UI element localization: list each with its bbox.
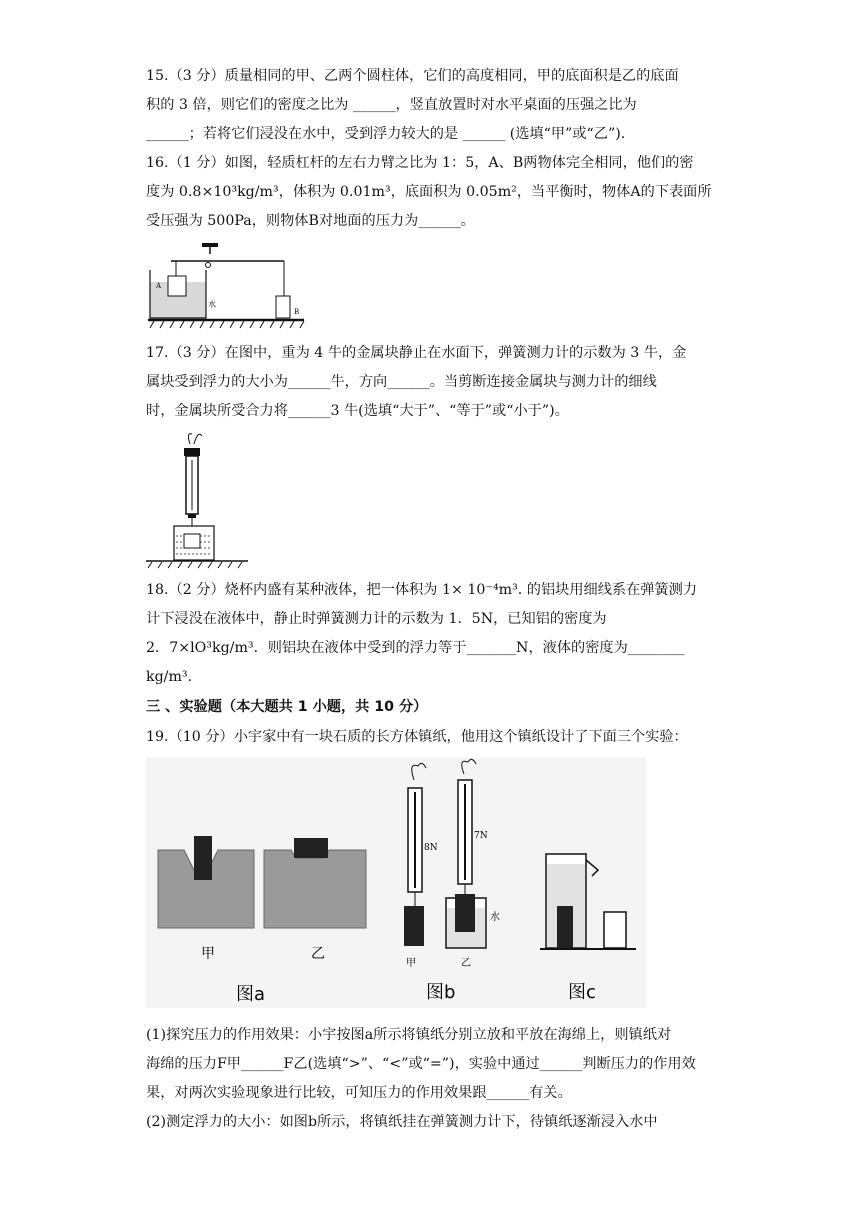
q16-line-3: 受压强为 500Pa，则物体B对地面的压力为______。 xyxy=(146,213,475,229)
q15-line-2: 积的 3 倍，则它们的密度之比为 ______，竖直放置时对水平桌面的压强之比为 xyxy=(146,97,637,113)
caption-fig-b: 图b xyxy=(426,982,456,1003)
q19-part1-line-2: 海绵的压力F甲______F乙(选填“>”、“<”或“=”)，实验中通过______判断压力的作用效 xyxy=(146,1056,696,1072)
label-a: A xyxy=(156,282,162,290)
label-b: B xyxy=(294,308,300,316)
fig-b-7n: 7N xyxy=(474,831,488,841)
caption-fig-c: 图c xyxy=(568,982,596,1003)
fig-b-water: 水 xyxy=(490,912,500,923)
section-3-title: 三 、实验题（本大题共 1 小题，共 10 分） xyxy=(146,699,428,715)
q18-line-1: 18.（2 分）烧杯内盛有某种液体，把一体积为 1× 10⁻⁴m³. 的铝块用细线系在弹簧测力 xyxy=(146,582,698,598)
q17-line-2: 属块受到浮力的大小为______牛，方向______。当剪断连接金属块与测力计的细线 xyxy=(146,374,657,390)
q17-line-1: 17.（3 分）在图中，重为 4 牛的金属块静止在水面下，弹簧测力计的示数为 3 牛，金 xyxy=(146,345,687,361)
q16-line-1: 16.（1 分）如图，轻质杠杆的左右力臂之比为 1：5，A、B两物体完全相同，他们的密 xyxy=(146,155,694,171)
q19-part2-line-1: (2)测定浮力的大小：如图b所示，将镇纸挂在弹簧测力计下，待镇纸逐渐浸入水中 xyxy=(146,1114,658,1130)
q16-line-2: 度为 0.8×10³kg/m³，体积为 0.01m³，底面积为 0.05m²，当平衡时，物体A的下表面所 xyxy=(146,184,712,200)
q19-part1-line-3: 果，对两次实验现象进行比较，可知压力的作用效果跟______有关。 xyxy=(146,1085,572,1101)
q18-line-4: kg/m³. xyxy=(146,669,193,685)
experiment-figures xyxy=(146,758,646,1008)
q17-line-3: 时，金属块所受合力将______3 牛(选填“大于”、“等于”或“小于”)。 xyxy=(146,403,569,419)
fig-b-jia: 甲 xyxy=(406,958,416,969)
q18-line-2: 计下浸没在液体中，静止时弹簧测力计的示数为 1．5N，已知铝的密度为 xyxy=(146,611,607,627)
fig-a-jia: 甲 xyxy=(201,946,215,962)
fig-a-yi: 乙 xyxy=(311,946,325,962)
q15-line-1: 15.（3 分）质量相同的甲、乙两个圆柱体，它们的高度相同，甲的底面积是乙的底面 xyxy=(146,68,679,84)
fig-b-yi: 乙 xyxy=(461,958,471,969)
q18-line-3: 2．7×lO³kg/m³．则铝块在液体中受到的浮力等于_______N，液体的密度为________ xyxy=(146,640,685,656)
q19-part1-line-1: (1)探究压力的作用效果：小宇按图a所示将镇纸分别立放和平放在海绵上，则镇纸对 xyxy=(146,1027,672,1043)
label-water: 水 xyxy=(208,300,216,309)
q15-line-3: ______；若将它们浸没在水中，受到浮力较大的是 ______ (选填“甲”或“乙”). xyxy=(146,126,626,142)
fig-b-8n: 8N xyxy=(424,843,438,853)
q19-line-1: 19.（10 分）小宇家中有一块石质的长方体镇纸，他用这个镇纸设计了下面三个实验： xyxy=(146,729,688,745)
spring-scale-figure xyxy=(146,430,256,570)
caption-fig-a: 图a xyxy=(236,984,266,1005)
lever-figure xyxy=(146,240,306,330)
